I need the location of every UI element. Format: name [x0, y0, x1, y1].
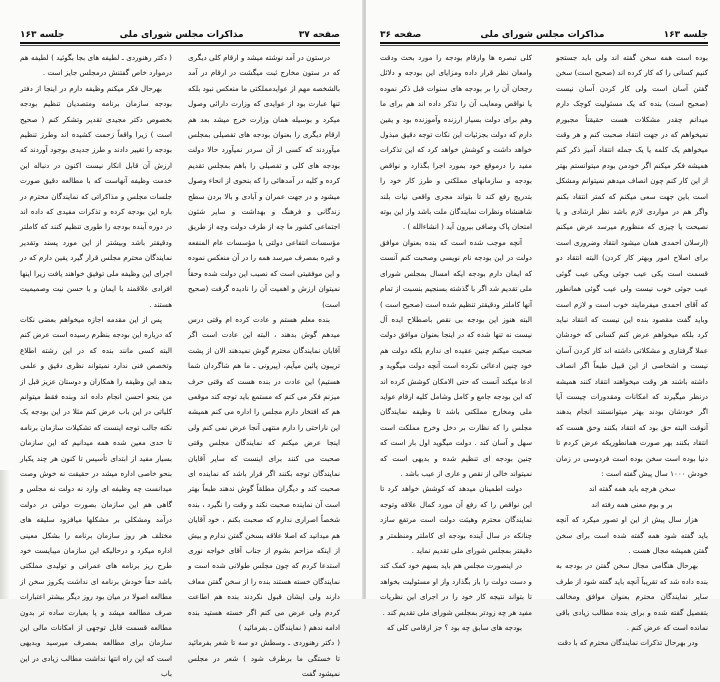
verse-line: سخن هرچه باید همه گفته اند	[588, 484, 676, 494]
page-number: صفحه ۳۷	[298, 30, 340, 40]
page-header	[20, 26, 340, 40]
running-title: مذاکرات مجلس شورای ملی	[480, 30, 605, 40]
paragraph: دولت اطمینان میدهد که کوشش خواهد کرد تا این نواقص را که رفع آن مورد کمال علاقه وتوجه نمایندگان محترم وهیئت دولت است مرتفع سازد چنانکه در سال آینده بودجه ای کاملتر ومنظمتر و دقیقتر بمجلس شورای ملی تقدیم نماید .	[380, 484, 532, 555]
right-page	[366, 0, 720, 648]
paragraph: کلی تبصره ها وارقام بودجه را مورد بحث ودقت وامعان نظر قرار داده ومزایای این بودجه و دلائل رجحان آن را بر بودجه های سنوات قبل ذکر نموده یا نواقص ومعایب آن را تذکر داده اند هم برای ما وهم برای دولت بسیار ارزنده وآموزنده بود و یقین دارم که دولت بجزئیات این نکات توجه دقیق مبذول خواهد داشت و کوشش خواهد کرد که این تذکرات مفید را درموقع خود بمورد اجرا بگذارد و نواقص بودجه و سازمانهای مملکتی و طرز کار خود را بتدریج رفع کند تا بتواند مجری واقعی نیات بلند شاهنشاه ونظرات نمایندگان ملت باشد واز این بوته امتحان پاک وصافی بیرون آید ( انشاءالله ) .	[380, 53, 532, 232]
paragraph: بودجه های سابق چه بود ؟ جز ارقامی کلی که	[386, 623, 522, 633]
header-rule-thin	[20, 45, 340, 46]
text-column-left	[380, 50, 532, 635]
header-rule-thin	[380, 45, 708, 46]
paragraph: درستون در آمد نوشته میشد و ارقام کلی دیگری که در ستون مخارج ثبت میگشت در ارقام در آمد بالشخصه مهم از عوایدمملکتی ما منعکس نبود بلکه تنها عبارت بود از عوایدی که وزارت دارائی وصول میکرد و بوسیله همان وزارت خرج میشد بعد هم ارقام دیگری را بعنوان بودجه های تفصیلی بمجلس میآوردند که کسی از آن سردر نمیآورد حالا دولت بودجه های کلی و تفصیلی را باهم بمجلس تقدیم کرده و کلیه در آمدهائی را که بنحوی از انحاء وصول میشود و در جهت عمران و آبادی و بالا بردن سطح زندگانی و فرهنگ و بهداشت و سایر شئون اجتماعی کشور ما چه از طرف دولت وچه از طریق مؤسسات انتفاعی دولتی یا مؤسسات عام المنفعه و غیره بمصرف میرسد همه را در آن منعکس نموده و این موفقیتی است که نصیب این دولت شده وحقاً نمیتوان ارزش و اهمیت آن را نادیده گرفت (صحیح است)	[188, 53, 340, 309]
scan-edge-shadow	[0, 470, 10, 599]
session-number: جلسه ۱۶۳	[20, 30, 65, 40]
header-rule	[380, 42, 708, 44]
paragraph: بهرحال هنگامی مجال سخن گفتن در بودجه به بنده داده شد که تقریباً آنچه باید گفته شود از طرف سایر نمایندگان محترم بعنوان موافق ومخالف بتفصیل گفته شده و برای بنده مطالب زیادی باقی نمانده است که عرض کنم .	[556, 561, 708, 633]
paragraph: ( دکتر رهنوردی ـ لطیفه های بجا بگوئید ) لطیفه هم درموارد خاص گفتنش درمجلس جایز است .	[20, 53, 172, 78]
page-number: صفحه ۳۶	[380, 30, 422, 40]
paragraph: بهرحال فکر میکنم وظیفه دارم در اینجا از دفتر بودجه سازمان برنامه ومتصدیان تنظیم بودجه بخصوص دکتر مجیدی تقدیر وتشکر کنم ( صحیح است ) زیرا واقعاً زحمت کشیده اند وطرز تنظیم بودجه را تغییر دادند و طرز جدیدی بوجود آوردند که ارزش آن قابل انکار نیست اکنون در دنباله این خدمت وظیفه آنهاست که با مطالعه دقیق صورت جلسات مجلس و مذاکراتی که نمایندگان محترم در باره این بودجه کرده و تذکرات مفیدی که داده اند در دوره آینده بودجه را طوری تنظیم کنند که کاملتر ودقیقتر باشد وبیشتر از این مورد پسند وتقدیر نمایندگان محترم مجلس قرار گیرد یقین دارم که در اجرای این وظیفه ملی توفیق خواهند یافت زیرا اینها افرادی علاقمند با ایمان و با حسن نیت وصمیمیت هستند .	[20, 83, 172, 309]
paragraph: ( دکتر رهنوردی ـ وسطش دو سه تا شعر بفرمائید تا خستگی ما برطرف شود ) شعر در مجلس نمیشود گفت	[188, 638, 340, 679]
header-rule	[20, 42, 340, 44]
paragraph: بوده است همه سخن گفته اند ولی باید جستجو کنیم کسانی را که کار کرده اند (صحیح است) سخن گفتن آسان است ولی کار کردن آسان نیست (صحیح است) بنده که یک مسئولیت کوچک دارم میدانم چقدر مشکلات هست حقیقتاً مجبورم نمیخواهم که در جهت انتقاد صحبت کنم و هر وقت میخواهم یک کلمه یا یک جمله انتقاد آمیز ذکر کنم همیشه فکر میکنم اگر خودمن بودم میتوانستم بهتر از این کار کنم چون انصاف میدهم نمیتوانم ومشکل است باین جهت سعی میکنم که کمتر انتقاد بکنم واگر هم در مواردی لازم باشد نظر ارشادی و یا نصیحت یا چیزی که منظورم میرسد عرض میکنم (ارسلان احمدی همان میشود انتقاد وضروری است برای اصلاح امور وبهتر کار کردن) البته انتقاد دو قسمت است یکی عیب جوئی ویکی عیب گوئی عیب جوئی خوب نیست ولی عیب گوئی همانطور که آقای احمدی میفرمایند خوب است و لازم است وباید گفت مقصود بنده این نیست که انتقاد نباید کرد بلکه میخواهم عرض کنم کسانی که خودشان عملا گرفتاری و مشکلاتی داشته اند کار کردن آسان نیست و اشخاصی از این قبیل طبعاً اگر انصاف داشته باشند هر وقت میخواهند انتقاد کنند همیشه درنظر میگیرند که امکانات ومقدورات چیست آیا اگر خودشان بودند بهتر میتوانستند انجام بدهند آنوقت البته حق بود که انتقاد بکنند وحق هست که انتقاد بکنند بهر صورت همانطوریکه عرض کردم تا دنیا بوده است سخن بوده است فردوسی در زمان خودش ۱۰۰۰ سال پیش گفته است :	[556, 53, 708, 478]
paragraph: بنده معلم هستم و عادت کرده ام وقتی درس میدهم گوش بدهند ، البته این عادت است اگر آقایان نمایندگان محترم گوش نمیدهند الان از پشت تریبون پائین میآیم، (پیرونی ـ ما هم شاگردان شما هستیم) این عادت در بنده هست که وقتی حرف میزنم فکر می کنم که مستمع باید توجه کند موقعی هم که افتخار دارم مجلس را اداره می کنم همیشه این ناراحتی را دارم منتهی آنجا عرض نمی کنم ولی اینجا عرض میکنم که نمایندگان مجلس وقتی صحبت می کنند برای اینست که سایر آقایان نمایندگان توجه بکنند اگر قرار باشد که نماینده ای صحبت کند و دیگران مطلقاً گوش ندهند طبعاً بهتر است آن نماینده صحبت نکند و وقت را نگیرد ، بنده شخصاً اصراری ندارم که صحبت بکنم ، خود آقایان هم میدانید که اصلا علاقه بسخن گفتن ندارم و بیش از اینکه مزاحم بشوم از جناب آقای خواجه نوری استدعا کردم که چون مجلس طولانی شده است و نمایندگان خسته هستند بنده را از سخن گفتن معاف دارند ولی ایشان قبول نکردند بنده هم اطاعت کردم ولی عرض می کنم اگر خسته هستید بنده ادامه ندهم ( نمایندگان ـ بفرمائید )	[188, 314, 340, 633]
paragraph: در اینصورت مجلس هم باید بسهم خود کمک کند و دست دولت را باز بگذارد واز او مسئولیت بخواهد تا بتواند نتیجه کار خود را در اجرای این نظریات مفید هر چه زودتر بمجلس شورای ملی تقدیم کند .	[380, 561, 532, 617]
session-number: جلسه ۱۶۳	[663, 30, 708, 40]
paragraph: پس از این مقدمه اجازه میخواهم بعضی نکات که درباره این بودجه بنظرم رسیده است عرض کنم البته کسی مانند بنده که در این رشته اطلاع وتخصص فنی ندارد نمیتواند نظری دقیق و علمی بدهد این وظیفه را همکاران و دوستان عزیز قبل از من بنحو احسن انجام داده اند وبنده فقط میتوانم کلیاتی در این باب عرض کنم مثلا در این بودجه یک نکته جالب توجه اینست که تشکیلات سازمان برنامه تا حدی معین شده همه میدانیم که این سازمان بسیار مفید از ابتدای تأسیس تا کنون هر چند یکبار بنحو خاصی اداره میشد در حقیقت نه خوش وصت میدانست چه وظیفه ای وارد نه دولت نه مجلس و گاهی هم این سازمان بصورت دولتی در دولت درآمد ومشکلی بر مشکلها میافزود سلیقه های مختلف هر روز سازمان برنامه را بشکل معینی اداره میکرد و درحالیکه این سازمان میبایست خود طرح ریز برنامه های عمرانی و تولیدی مملکتی باشد حقاً خودش برنامه ای نداشت یکروز سخن از مطالعه اصولا در میان بود روز دیگر بیشتر اعتبارات صرف مطالعه میشد و یا بعبارت ساده تر بدون مطالعه قسمت قابل توجهی از امکانات مالی این سازمان برای مطالعه بمصرف میرسید وبدیهی است که این راه انتها نداشت مطالب زیادی در این باب	[20, 314, 172, 679]
text-column-right	[188, 50, 340, 682]
running-title: مذاکرات مجلس شورای ملی	[119, 30, 244, 40]
text-column-left	[20, 50, 172, 682]
verse-line: بر و بوم معنی همه رفته اند	[591, 499, 673, 509]
paragraph: ودر بهرحال تذکرات نمایندگان محترم که با دقت	[557, 638, 698, 648]
paragraph: آنچه موجب شده است که بنده بعنوان موافق دولت در این بودجه نام نویسی وصحبت کنم آنست که ایمان دارم بودجه ایکه امسال بمجلس شورای ملی تقدیم شد اگر با گذشته بسنجیم بنسبت از تمام آنها کاملتر ودقیقتر تنظیم شده است (صحیح است ) البته هنوز این بودجه بی نقص باصطلاح ایده آل نیست نه تنها شده که در اینجا بعنوان موافق دولت صحبت میکنم چنین عقیده ای ندارم بلکه دولت هم خود چنین ادعائی نکرده است آنچه دولت میگوید و ادعا میکند آنست که حتی الامکان کوشش کرده اند که این بودجه جامع و کامل وشامل کلیه ارقام عواید ملی ومخارج مملکتی باشد تا وظیفه نمایندگان مجلس را که نظارت بر دخل وخرج مملکت است سهل و آسان کند . دولت میگوید اول بار است که چنین بودجه ای تنظیم شده و بدیهی است که نمیتواند خالی از نقص و عاری از عیب باشد .	[380, 237, 532, 478]
page-header	[380, 26, 708, 40]
text-column-right	[556, 50, 708, 651]
paragraph: هزار سال پیش از این او تصور میکرد که آنچه باید گفته شود همه گفته شده است برای سخن گفتن همیشه مجال هست .	[556, 515, 708, 555]
